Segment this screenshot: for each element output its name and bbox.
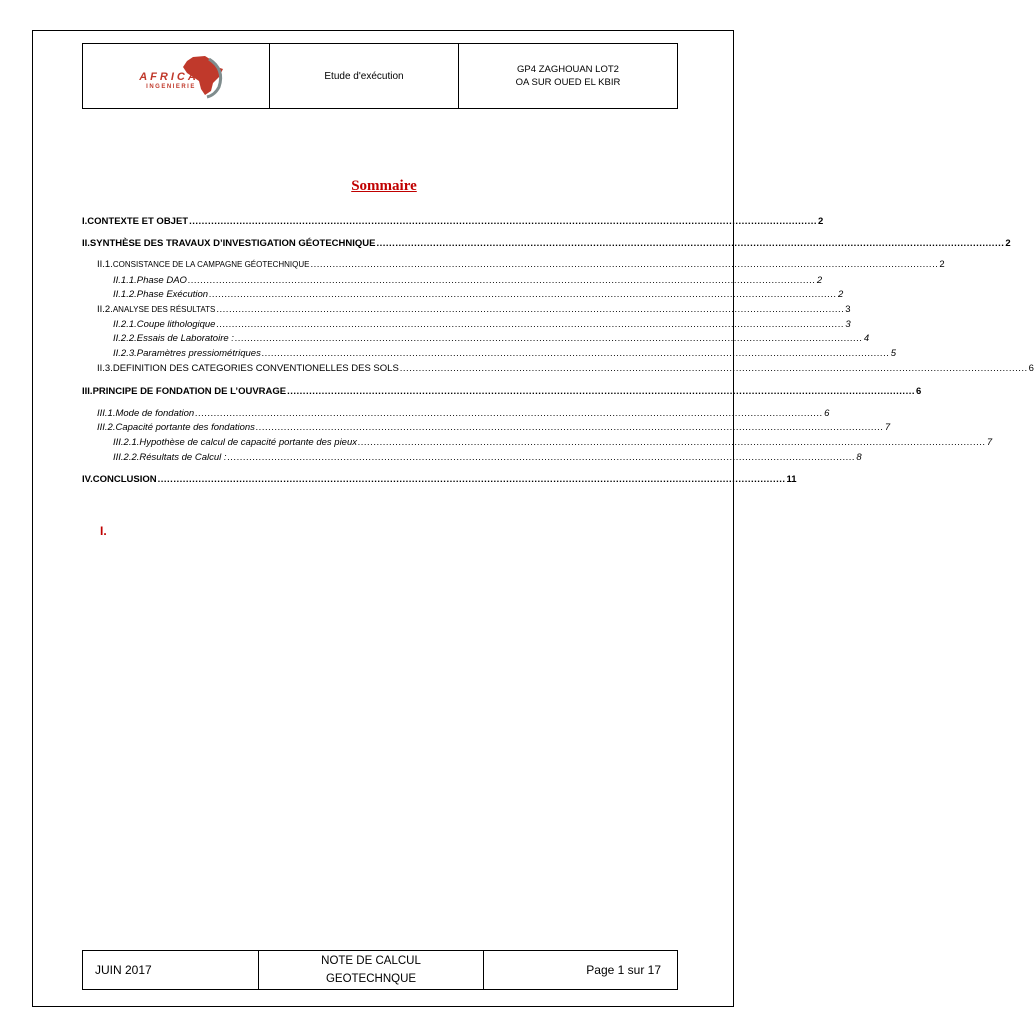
toc-entry[interactable] <box>113 332 870 346</box>
toc-leader: ........................................................................................................................................................................................................ <box>261 348 890 359</box>
toc-label: CONTEXTE ET OBJET <box>87 216 189 227</box>
toc-number: IV. <box>82 474 93 485</box>
toc-page: 2 <box>1005 238 1011 249</box>
toc-number: III. <box>82 386 93 397</box>
toc-entry[interactable] <box>113 318 851 332</box>
header-center-text: Etude d'exécution <box>324 70 404 82</box>
toc-page: 5 <box>890 348 897 359</box>
toc-leader: ........................................................................................................................................................................................................ <box>195 408 824 419</box>
toc-label: DEFINITION DES CATEGORIES CONVENTIONELLES DES SOLS <box>112 363 399 374</box>
toc-page: 6 <box>1028 363 1034 374</box>
project-name: GP4 ZAGHOUAN LOT2 <box>517 64 619 75</box>
toc-entry[interactable] <box>97 303 851 317</box>
toc-number: II.2.3. <box>113 348 137 359</box>
header-logo-cell <box>83 44 270 109</box>
footer-document-cell <box>259 951 484 990</box>
toc-entry[interactable] <box>113 436 993 450</box>
toc-leader: ........................................................................................................................................................................................................ <box>227 452 856 463</box>
toc-entry[interactable] <box>82 237 1011 251</box>
toc-page: 7 <box>884 422 891 433</box>
toc-title: Sommaire <box>351 178 417 194</box>
toc-leader: ........................................................................................................................................................................................................ <box>187 275 816 286</box>
toc-entry[interactable] <box>113 274 823 288</box>
logo-text-top: AFRICA <box>139 71 199 83</box>
header-table <box>82 43 678 109</box>
toc-page: 11 <box>786 474 797 485</box>
header-center-cell <box>270 44 459 109</box>
page-border <box>32 30 734 1007</box>
toc-number: III.1. <box>97 408 116 419</box>
toc-leader: ........................................................................................................................................................................................................ <box>189 216 817 227</box>
toc-entry[interactable] <box>113 451 862 465</box>
toc-label: Hypothèse de calcul de capacité portante des pieux <box>139 437 357 448</box>
toc-leader: ........................................................................................................................................................................................................ <box>216 304 845 315</box>
toc-label: Mode de fondation <box>115 408 195 419</box>
toc-label: Phase DAO <box>136 275 187 286</box>
toc-page: 6 <box>824 408 830 419</box>
toc-label: Essais de Laboratoire : <box>136 333 234 344</box>
toc-entry[interactable] <box>97 421 891 435</box>
toc-number: II.1.2. <box>113 289 137 300</box>
toc-number: II.2.1. <box>113 319 137 330</box>
toc-label: Paramètres pressiométriques <box>136 348 261 359</box>
toc-page: 2 <box>816 275 823 286</box>
toc-page: 3 <box>845 319 851 330</box>
toc-label: SYNTHÈSE DES TRAVAUX D’INVESTIGATION GÉOTECHNIQUE <box>89 238 376 249</box>
toc-entry[interactable] <box>97 258 945 272</box>
toc-page: 7 <box>986 437 993 448</box>
toc-label: Coupe lithologique <box>136 319 216 330</box>
toc-number: II. <box>82 238 90 249</box>
toc-page: 2 <box>837 289 844 300</box>
toc-entry[interactable] <box>82 473 797 487</box>
toc-entry[interactable] <box>113 347 897 361</box>
toc-leader: ........................................................................................................................................................................................................ <box>399 363 1028 374</box>
toc-page: 4 <box>863 333 870 344</box>
toc-leader: ........................................................................................................................................................................................................ <box>216 319 845 330</box>
toc-entry[interactable] <box>82 385 922 399</box>
toc-label: Capacité portante des fondations <box>115 422 255 433</box>
toc-leader: ........................................................................................................................................................................................................ <box>209 289 837 300</box>
toc-page: 2 <box>818 216 824 227</box>
toc-label: ANALYSE DES RÉSULTATS <box>112 305 216 314</box>
toc-entry[interactable] <box>97 407 830 421</box>
toc-leader: ........................................................................................................................................................................................................ <box>234 333 863 344</box>
toc-leader: ........................................................................................................................................................................................................ <box>376 238 1005 249</box>
toc-page: 8 <box>856 452 862 463</box>
toc-leader: ........................................................................................................................................................................................................ <box>287 386 915 397</box>
logo-text-bottom: INGENIERIE <box>146 84 196 90</box>
toc-entry[interactable] <box>82 215 824 229</box>
footer-doc-line2: GEOTECHNQUE <box>325 973 417 985</box>
toc-number: III.2.2. <box>113 452 140 463</box>
toc-entry[interactable] <box>97 362 1034 376</box>
toc-leader: ........................................................................................................................................................................................................ <box>310 259 939 270</box>
footer-doc-line1: NOTE DE CALCUL <box>321 955 421 967</box>
toc-page: 2 <box>939 259 945 270</box>
toc-label: Phase Exécution <box>136 289 209 300</box>
toc-number: II.3. <box>97 363 113 374</box>
section-heading-number: I. <box>100 524 107 538</box>
toc-number: II.1.1. <box>113 275 137 286</box>
company-logo <box>121 53 231 99</box>
project-subtitle: OA SUR OUED EL KBIR <box>515 77 621 88</box>
toc-page: 3 <box>845 304 851 315</box>
toc-leader: ........................................................................................................................................................................................................ <box>358 437 986 448</box>
toc-label: Résultats de Calcul : <box>139 452 227 463</box>
toc-label: CONSISTANCE DE LA CAMPAGNE GÉOTECHNIQUE <box>112 260 310 269</box>
toc-number: II.2.2. <box>113 333 137 344</box>
toc-number: III.2.1. <box>113 437 140 448</box>
footer-table <box>82 950 678 990</box>
toc-number: II.1. <box>97 259 113 270</box>
header-right-cell <box>459 44 678 109</box>
toc-number: III.2. <box>97 422 116 433</box>
toc-label: PRINCIPE DE FONDATION DE L’OUVRAGE <box>92 386 287 397</box>
toc-leader: ........................................................................................................................................................................................................ <box>255 422 884 433</box>
toc-number: I. <box>82 216 88 227</box>
toc-number: II.2. <box>97 304 113 315</box>
toc-entry[interactable] <box>113 288 844 302</box>
footer-date: JUIN 2017 <box>83 951 259 990</box>
toc-label: CONCLUSION <box>92 474 157 485</box>
toc-leader: ........................................................................................................................................................................................................ <box>157 474 786 485</box>
footer-page-number: Page 1 sur 17 <box>484 951 678 990</box>
toc-page: 6 <box>916 386 922 397</box>
